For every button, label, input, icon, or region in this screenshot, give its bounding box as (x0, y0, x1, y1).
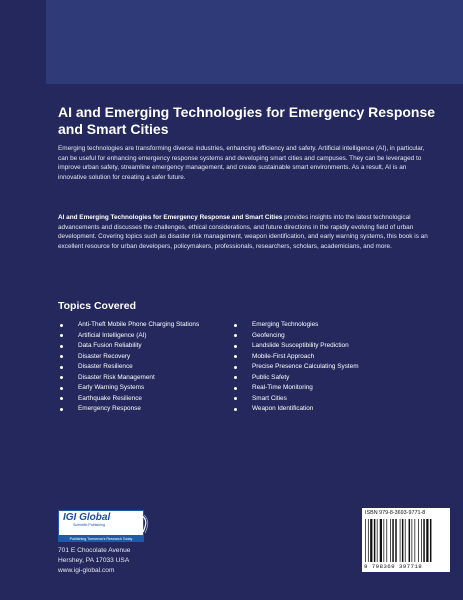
book-title-inline: AI and Emerging Technologies for Emergency Response and Smart Cities (58, 214, 283, 221)
logo-swoosh-icon (142, 514, 150, 534)
topics-list-left (60, 320, 199, 415)
barcode-bars-icon (365, 519, 447, 562)
topic-item: Emerging Technologies (234, 320, 359, 331)
topic-item: Anti-Theft Mobile Phone Charging Stations (60, 320, 199, 331)
description-paragraph-1: Emerging technologies are transforming diverse industries, enhancing efficiency and safety. Artificial intelligence (AI), in particular, can be useful for enhancing emergency response systems and developing smart cities and campuses. They can be leveraged to improve urban safety, streamline emergency management, and create sustainable smart environments. As a result, AI is an innovative solution for creating a safer future. (58, 145, 425, 181)
bullet-icon (60, 376, 63, 379)
topic-item: Smart Cities (234, 394, 359, 405)
bullet-icon (234, 376, 237, 379)
bullet-icon (234, 397, 237, 400)
bullet-icon (60, 324, 63, 327)
bullet-icon (60, 355, 63, 358)
bullet-icon (234, 345, 237, 348)
topic-item: Artificial Intelligence (AI) (60, 331, 199, 342)
publisher-logo (58, 510, 146, 542)
top-color-band (46, 0, 463, 84)
address-street: 701 E Chocolate Avenue (58, 547, 131, 554)
topic-item: Data Fusion Reliability (60, 341, 199, 352)
logo-name: IGI Global (63, 512, 111, 523)
topic-item: Real-Time Monitoring (234, 383, 359, 394)
publisher-website: www.igi-global.com (58, 567, 115, 574)
bullet-icon (234, 355, 237, 358)
bullet-icon (60, 345, 63, 348)
bullet-icon (60, 387, 63, 390)
description-paragraph-2-body: provides insights into the latest technological advancements and discusses the challenges, ethical considerations, and future directions in the rapidly evolving field of urban development. Covering topics such as disaster risk management, weapon identification, and early warning systems, this book is an excellent resource for urban developers, policymakers, professionals, researchers, scholars, academicians, and more. (58, 214, 428, 250)
bullet-icon (234, 408, 237, 411)
bullet-icon (234, 334, 237, 337)
bullet-icon (60, 366, 63, 369)
publisher-address (58, 546, 130, 576)
bullet-icon (60, 334, 63, 337)
topic-item: Geofencing (234, 331, 359, 342)
logo-subtitle: Scientific Publishing (73, 523, 105, 527)
address-city: Hershey, PA 17033 USA (58, 557, 130, 564)
topic-item: Disaster Risk Management (60, 373, 199, 384)
description-paragraph-2 (58, 213, 433, 251)
bullet-icon (234, 366, 237, 369)
isbn-label: ISBN 979-8-3693-9771-8 (365, 510, 426, 516)
bullet-icon (60, 408, 63, 411)
bullet-icon (234, 324, 237, 327)
topic-item: Disaster Recovery (60, 352, 199, 363)
bullet-icon (60, 397, 63, 400)
barcode-number: 9 798369 397718 (364, 563, 423, 570)
topic-item: Public Safety (234, 373, 359, 384)
isbn-barcode (362, 508, 450, 572)
topics-list-right (234, 320, 359, 415)
logo-box (58, 510, 144, 536)
back-cover-title: AI and Emerging Technologies for Emergency Response and Smart Cities (58, 104, 436, 137)
topic-item: Early Warning Systems (60, 383, 199, 394)
topic-item: Weapon Identification (234, 404, 359, 415)
topic-item: Earthquake Resilience (60, 394, 199, 405)
topic-item: Mobile-First Approach (234, 352, 359, 363)
bullet-icon (234, 387, 237, 390)
topic-item: Emergency Response (60, 404, 199, 415)
logo-tagline: Publishing Tomorrow's Research Today (58, 536, 144, 542)
topic-item: Landslide Susceptibility Prediction (234, 341, 359, 352)
topics-heading: Topics Covered (58, 300, 136, 312)
topic-item: Disaster Resilience (60, 362, 199, 373)
topic-item: Precise Presence Calculating System (234, 362, 359, 373)
